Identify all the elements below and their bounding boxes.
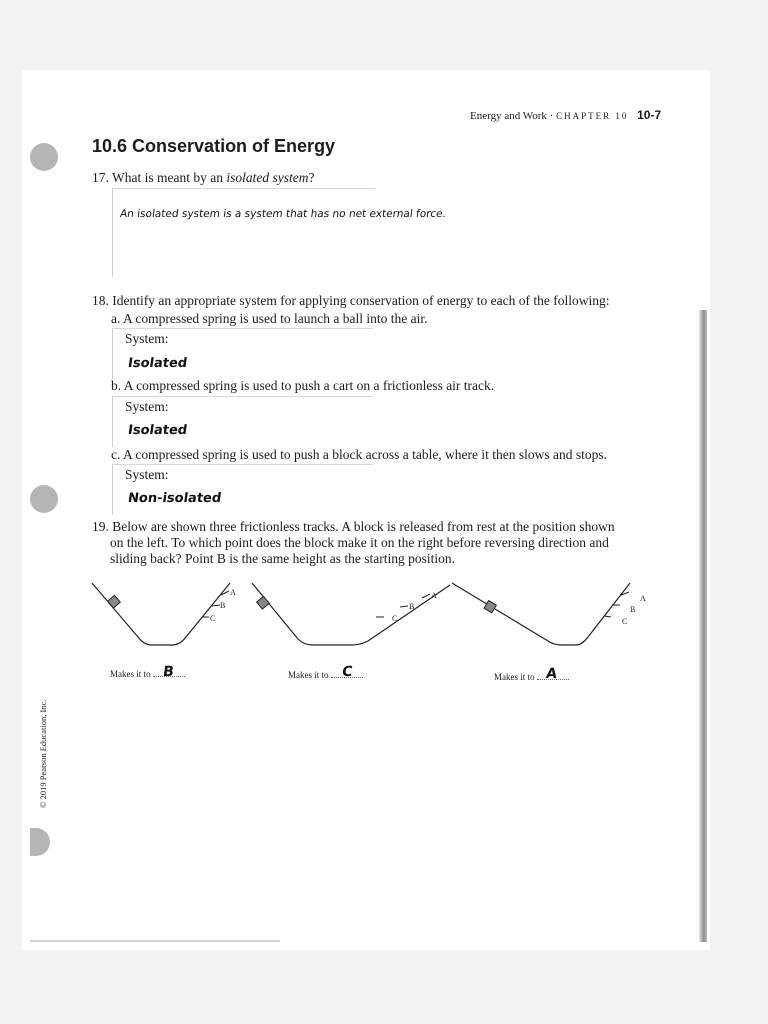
q18b-text: b. A compressed spring is used to push a cart on a frictionless air track. — [111, 378, 495, 393]
answer-17-handwriting: An isolated system is a system that has no net external force. — [119, 208, 447, 220]
header-chapter: CHAPTER 10 — [556, 111, 629, 121]
track-3-makes-it-to — [494, 672, 569, 682]
q19-line-3: sliding back? Point B is the same height as the starting position. — [110, 551, 455, 566]
answer-18a-handwriting: Isolated — [126, 356, 189, 371]
track-1-answer: B — [161, 664, 175, 680]
track-3 — [452, 583, 630, 645]
q17-prompt-pre: What is meant by an — [112, 170, 227, 185]
bottom-rule — [30, 940, 280, 942]
binder-hole-middle — [30, 485, 58, 513]
q17-number: 17. — [92, 170, 109, 185]
track-2-answer: C — [340, 664, 354, 680]
q18c-text: c. A compressed spring is used to push a block across a table, where it then slows and stops. — [111, 447, 608, 462]
tick-3c — [604, 616, 611, 617]
question-17 — [92, 170, 314, 186]
q18b-system-label: System: — [125, 399, 169, 414]
track-2 — [252, 583, 450, 645]
block-1 — [108, 595, 121, 608]
page-edge-shadow — [699, 310, 707, 942]
q19-line-1: 19. Below are shown three frictionless tracks. A block is released from rest at the position shown — [92, 519, 615, 534]
tick-2b — [400, 606, 408, 607]
answer-18c-handwriting: Non-isolated — [126, 491, 223, 506]
q19-line-2: on the left. To which point does the block make it on the right before reversing direction and — [110, 535, 609, 550]
header-separator: · — [549, 110, 554, 122]
question-18: 18. Identify an appropriate system for applying conservation of energy to each of the following: — [92, 293, 610, 308]
q17-prompt-post: ? — [308, 170, 315, 185]
q18a-system-label: System: — [125, 331, 169, 346]
label-3b: B — [630, 605, 636, 614]
answer-box-17[interactable] — [112, 188, 375, 277]
label-2a: A — [431, 591, 437, 600]
running-head — [470, 108, 661, 122]
q17-prompt-em: isolated system — [226, 170, 309, 185]
track-3-makes-label: Makes it to — [494, 672, 535, 682]
page-number: 10-7 — [637, 108, 662, 122]
track-1-makes-label: Makes it to — [110, 669, 151, 679]
label-2c: C — [392, 614, 398, 623]
track-2-makes-label: Makes it to — [288, 670, 329, 680]
block-2 — [257, 596, 270, 609]
q18a-text: a. A compressed spring is used to launch a ball into the air. — [111, 311, 428, 326]
frictionless-tracks-figure — [80, 575, 670, 655]
binder-hole-top — [30, 143, 58, 171]
label-1c: C — [210, 614, 216, 623]
tick-2a — [422, 594, 430, 598]
answer-18b-handwriting: Isolated — [126, 423, 189, 438]
label-1b: B — [220, 601, 226, 610]
label-1a: A — [230, 588, 236, 597]
copyright-notice: © 2019 Pearson Education, Inc. — [38, 699, 48, 808]
q18c-system-label: System: — [125, 467, 169, 482]
label-3c: C — [622, 617, 628, 626]
header-topic: Energy and Work — [470, 110, 547, 122]
block-3 — [484, 601, 496, 613]
label-2b: B — [409, 602, 415, 611]
track-3-answer: A — [544, 666, 558, 682]
tick-1b — [212, 605, 220, 606]
section-title: 10.6 Conservation of Energy — [92, 136, 336, 156]
label-3a: A — [640, 594, 646, 603]
